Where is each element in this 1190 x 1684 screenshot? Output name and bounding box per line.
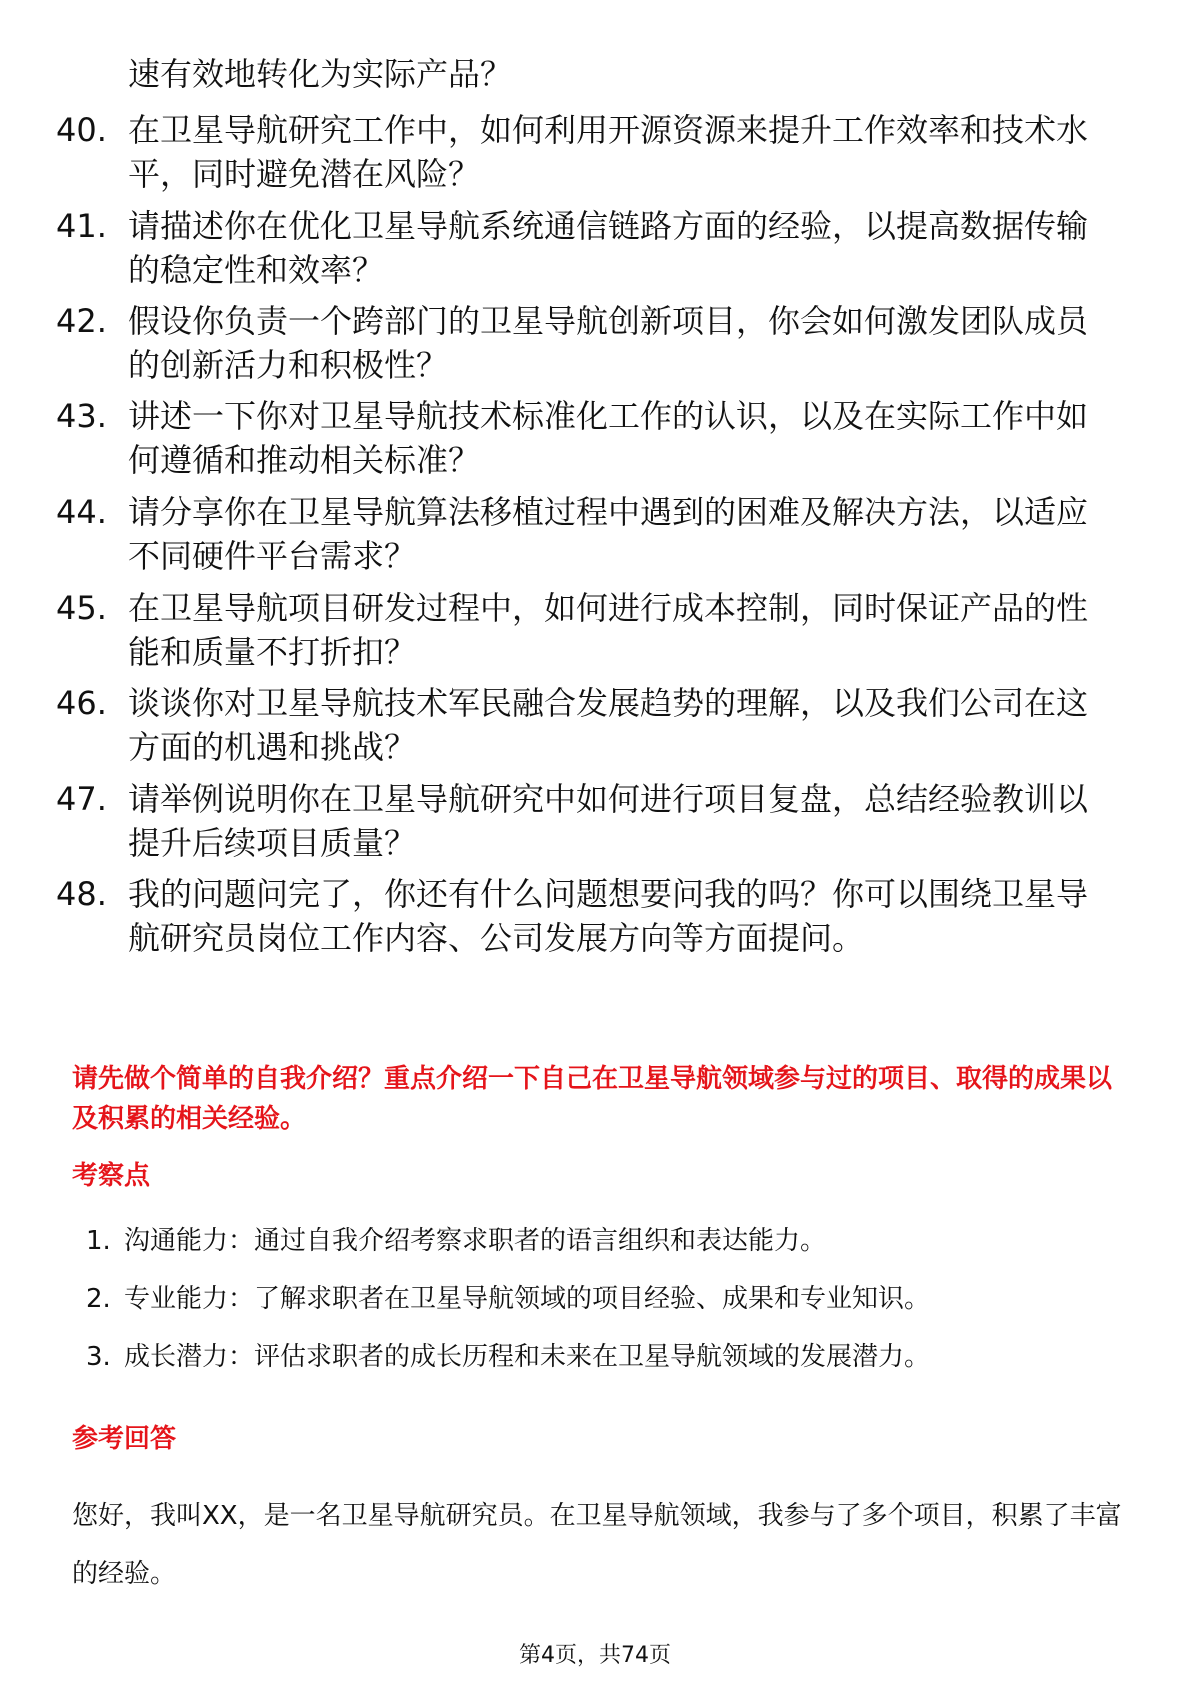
question-text: 请描述你在优化卫星导航系统通信链路方面的经验，以提高数据传输的稳定性和效率？ <box>128 207 1089 289</box>
question-number: 44. <box>56 493 107 531</box>
assessment-heading: 考察点 <box>72 1161 151 1191</box>
question-number: 40. <box>56 111 107 149</box>
question-item <box>56 204 1116 292</box>
question-number: 46. <box>56 684 107 722</box>
question-item <box>56 586 1116 674</box>
point-text: 沟通能力：通过自我介绍考察求职者的语言组织和表达能力。 <box>124 1226 827 1256</box>
question-number: 43. <box>56 397 107 435</box>
assessment-point <box>86 1281 1136 1317</box>
page-footer: 第4页，共74页 <box>519 1643 671 1668</box>
question-item <box>56 777 1116 865</box>
point-number: 3. <box>86 1342 111 1372</box>
question-number: 48. <box>56 875 107 913</box>
reference-answer: 您好，我叫XX，是一名卫星导航研究员。在卫星导航领域，我参与了多个项目，积累了丰富的经验。 <box>72 1501 1122 1589</box>
assessment-point <box>86 1339 1136 1375</box>
question-item <box>56 872 1116 960</box>
featured-question: 请先做个简单的自我介绍？重点介绍一下自己在卫星导航领域参与过的项目、取得的成果以及积累的相关经验。 <box>72 1064 1113 1134</box>
question-number: 41. <box>56 207 107 245</box>
question-number: 45. <box>56 589 107 627</box>
assessment-point <box>86 1223 1136 1259</box>
question-text: 在卫星导航项目研发过程中，如何进行成本控制，同时保证产品的性能和质量不打折扣？ <box>128 589 1089 671</box>
reference-heading: 参考回答 <box>72 1424 177 1454</box>
question-text: 请举例说明你在卫星导航研究中如何进行项目复盘，总结经验教训以提升后续项目质量？ <box>128 780 1089 862</box>
question-text: 我的问题问完了，你还有什么问题想要问我的吗？你可以围绕卫星导航研究员岗位工作内容、公司发展方向等方面提问。 <box>128 875 1089 957</box>
question-item <box>56 108 1116 196</box>
question-number: 42. <box>56 302 107 340</box>
question-number: 47. <box>56 780 107 818</box>
question-item <box>56 490 1116 578</box>
question-text: 请分享你在卫星导航算法移植过程中遇到的困难及解决方法，以适应不同硬件平台需求？ <box>128 493 1089 575</box>
question-text: 讲述一下你对卫星导航技术标准化工作的认识，以及在实际工作中如何遵循和推动相关标准？ <box>128 397 1089 479</box>
question-text: 在卫星导航研究工作中，如何利用开源资源来提升工作效率和技术水平，同时避免潜在风险？ <box>128 111 1089 193</box>
question-item <box>56 681 1116 769</box>
question-continuation: 速有效地转化为实际产品？ <box>128 55 513 93</box>
question-item <box>56 299 1116 387</box>
question-item <box>56 394 1116 482</box>
point-text: 专业能力：了解求职者在卫星导航领域的项目经验、成果和专业知识。 <box>124 1284 931 1314</box>
question-text: 谈谈你对卫星导航技术军民融合发展趋势的理解，以及我们公司在这方面的机遇和挑战？ <box>128 684 1089 766</box>
question-text: 假设你负责一个跨部门的卫星导航创新项目，你会如何激发团队成员的创新活力和积极性？ <box>128 302 1089 384</box>
point-number: 1. <box>86 1226 111 1256</box>
point-number: 2. <box>86 1284 111 1314</box>
point-text: 成长潜力：评估求职者的成长历程和未来在卫星导航领域的发展潜力。 <box>124 1342 931 1372</box>
